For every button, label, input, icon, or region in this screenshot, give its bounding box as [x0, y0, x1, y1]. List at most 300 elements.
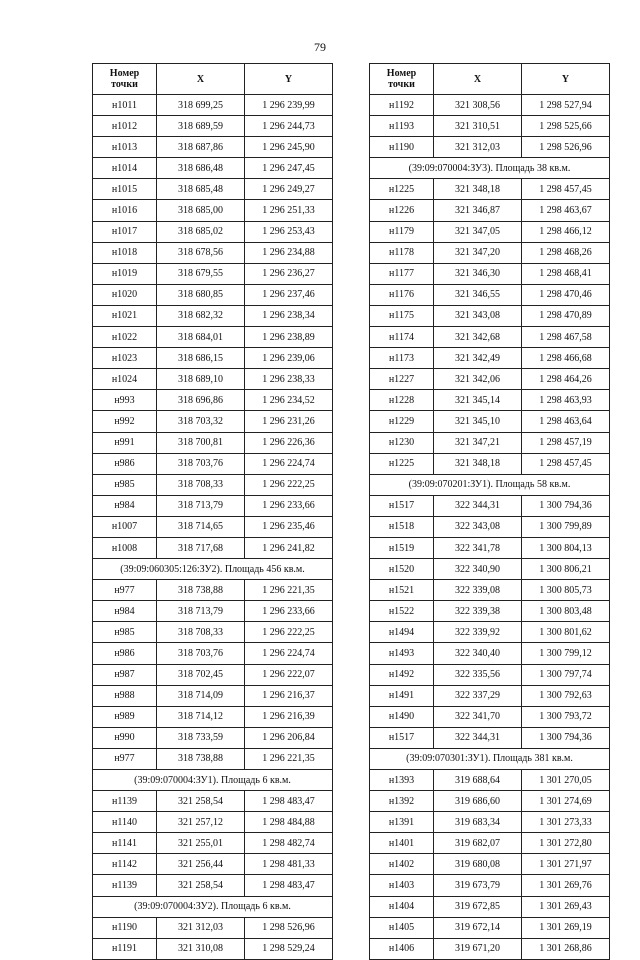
- y-coordinate-cell: 1 301 274,69: [522, 791, 610, 812]
- point-number-cell: н977: [93, 580, 157, 601]
- x-coordinate-cell: 321 258,54: [157, 875, 245, 896]
- point-number-cell: н986: [93, 453, 157, 474]
- table-row: [370, 327, 610, 348]
- table-row: [370, 727, 610, 748]
- x-coordinate-cell: 322 337,29: [434, 685, 522, 706]
- point-number-cell: н1023: [93, 348, 157, 369]
- x-coordinate-cell: 319 673,79: [434, 875, 522, 896]
- x-coordinate-cell: 318 733,59: [157, 727, 245, 748]
- point-number-cell: н1228: [370, 390, 434, 411]
- table-row: [93, 812, 333, 833]
- y-coordinate-cell: 1 296 244,73: [245, 116, 333, 137]
- y-coordinate-cell: 1 296 249,27: [245, 179, 333, 200]
- x-coordinate-cell: 321 255,01: [157, 833, 245, 854]
- point-number-cell: н993: [93, 390, 157, 411]
- y-coordinate-cell: 1 296 226,36: [245, 432, 333, 453]
- y-coordinate-cell: 1 296 234,88: [245, 242, 333, 263]
- x-coordinate-cell: 318 713,79: [157, 495, 245, 516]
- table-row: [370, 200, 610, 221]
- table-row: [93, 580, 333, 601]
- page-number: 79: [314, 40, 326, 54]
- x-coordinate-cell: 319 682,07: [434, 833, 522, 854]
- table-row: [370, 369, 610, 390]
- x-coordinate-cell: 321 258,54: [157, 791, 245, 812]
- x-coordinate-cell: 321 347,05: [434, 221, 522, 242]
- table-row: [370, 495, 610, 516]
- table-row: [370, 263, 610, 284]
- point-number-cell: н1190: [93, 917, 157, 938]
- point-number-cell: н1019: [93, 263, 157, 284]
- x-coordinate-cell: 321 257,12: [157, 812, 245, 833]
- y-coordinate-cell: 1 298 466,12: [522, 221, 610, 242]
- point-number-cell: н985: [93, 622, 157, 643]
- table-row: [370, 95, 610, 116]
- point-number-cell: н1225: [370, 453, 434, 474]
- table-row: [93, 305, 333, 326]
- x-coordinate-cell: 319 688,64: [434, 770, 522, 791]
- y-coordinate-cell: 1 296 222,25: [245, 622, 333, 643]
- section-row: [93, 896, 333, 917]
- table-body-left: [93, 95, 333, 960]
- y-coordinate-cell: 1 298 463,64: [522, 411, 610, 432]
- y-coordinate-cell: 1 296 233,66: [245, 601, 333, 622]
- table-row: [93, 411, 333, 432]
- y-coordinate-cell: 1 296 238,33: [245, 369, 333, 390]
- x-coordinate-cell: 319 686,60: [434, 791, 522, 812]
- y-coordinate-cell: 1 298 470,89: [522, 305, 610, 326]
- point-number-cell: н1492: [370, 664, 434, 685]
- y-coordinate-cell: 1 296 216,37: [245, 685, 333, 706]
- point-number-cell: н1176: [370, 284, 434, 305]
- table-row: [370, 791, 610, 812]
- point-number-cell: н1406: [370, 938, 434, 959]
- table-row: [370, 537, 610, 558]
- table-row: [370, 643, 610, 664]
- table-row: [370, 601, 610, 622]
- table-row: [93, 242, 333, 263]
- table-row: [93, 685, 333, 706]
- x-coordinate-cell: 322 340,90: [434, 559, 522, 580]
- section-row: [93, 770, 333, 791]
- point-number-cell: н1522: [370, 601, 434, 622]
- x-coordinate-cell: 321 346,55: [434, 284, 522, 305]
- y-coordinate-cell: 1 300 793,72: [522, 706, 610, 727]
- table-row: [93, 95, 333, 116]
- point-number-cell: н1193: [370, 116, 434, 137]
- x-coordinate-cell: 321 312,03: [157, 917, 245, 938]
- table-row: [370, 432, 610, 453]
- header-point-number: [93, 64, 157, 95]
- point-number-cell: н1008: [93, 537, 157, 558]
- x-coordinate-cell: 318 717,68: [157, 537, 245, 558]
- section-title: (39:09:070301:ЗУ1). Площадь 381 кв.м.: [370, 748, 610, 769]
- y-coordinate-cell: 1 296 234,52: [245, 390, 333, 411]
- table-row: [93, 432, 333, 453]
- point-number-cell: н1017: [93, 221, 157, 242]
- table-row: [370, 917, 610, 938]
- table-row: [93, 622, 333, 643]
- table-row: [370, 348, 610, 369]
- x-coordinate-cell: 318 714,65: [157, 516, 245, 537]
- table-row: [370, 116, 610, 137]
- y-coordinate-cell: 1 296 236,27: [245, 263, 333, 284]
- y-coordinate-cell: 1 300 799,12: [522, 643, 610, 664]
- point-number-cell: н1402: [370, 854, 434, 875]
- x-coordinate-cell: 318 703,32: [157, 411, 245, 432]
- y-coordinate-cell: 1 300 804,13: [522, 537, 610, 558]
- header-x: X: [157, 64, 245, 95]
- table-row: [370, 664, 610, 685]
- y-coordinate-cell: 1 300 801,62: [522, 622, 610, 643]
- point-number-cell: н986: [93, 643, 157, 664]
- y-coordinate-cell: 1 298 529,24: [245, 938, 333, 959]
- point-number-cell: н1225: [370, 179, 434, 200]
- x-coordinate-cell: 322 343,08: [434, 516, 522, 537]
- x-coordinate-cell: 318 679,55: [157, 263, 245, 284]
- x-coordinate-cell: 318 708,33: [157, 622, 245, 643]
- y-coordinate-cell: 1 300 805,73: [522, 580, 610, 601]
- y-coordinate-cell: 1 296 251,33: [245, 200, 333, 221]
- x-coordinate-cell: 322 339,08: [434, 580, 522, 601]
- section-row: [370, 158, 610, 179]
- x-coordinate-cell: 322 340,40: [434, 643, 522, 664]
- x-coordinate-cell: 321 310,51: [434, 116, 522, 137]
- y-coordinate-cell: 1 300 794,36: [522, 495, 610, 516]
- y-coordinate-cell: 1 298 482,74: [245, 833, 333, 854]
- y-coordinate-cell: 1 301 271,97: [522, 854, 610, 875]
- point-number-cell: н1139: [93, 875, 157, 896]
- y-coordinate-cell: 1 298 483,47: [245, 791, 333, 812]
- table-row: [93, 875, 333, 896]
- point-number-cell: н1403: [370, 875, 434, 896]
- y-coordinate-cell: 1 296 222,25: [245, 474, 333, 495]
- table-row: [93, 601, 333, 622]
- table-header-row: [370, 64, 610, 95]
- header-point-line1: Номер: [109, 68, 140, 79]
- x-coordinate-cell: 321 348,18: [434, 453, 522, 474]
- table-row: [370, 411, 610, 432]
- point-number-cell: н1142: [93, 854, 157, 875]
- x-coordinate-cell: 322 335,56: [434, 664, 522, 685]
- y-coordinate-cell: 1 301 273,33: [522, 812, 610, 833]
- table-row: [93, 200, 333, 221]
- y-coordinate-cell: 1 298 468,41: [522, 263, 610, 284]
- x-coordinate-cell: 318 703,76: [157, 643, 245, 664]
- point-number-cell: н1141: [93, 833, 157, 854]
- y-coordinate-cell: 1 296 238,34: [245, 305, 333, 326]
- table-row: [93, 791, 333, 812]
- point-number-cell: н1393: [370, 770, 434, 791]
- header-y: Y: [522, 64, 610, 95]
- table-row: [370, 453, 610, 474]
- point-number-cell: н1227: [370, 369, 434, 390]
- point-number-cell: н988: [93, 685, 157, 706]
- x-coordinate-cell: 321 345,14: [434, 390, 522, 411]
- x-coordinate-cell: 318 713,79: [157, 601, 245, 622]
- x-coordinate-cell: 321 347,21: [434, 432, 522, 453]
- table-row: [93, 727, 333, 748]
- y-coordinate-cell: 1 300 792,63: [522, 685, 610, 706]
- point-number-cell: н1229: [370, 411, 434, 432]
- point-number-cell: н1140: [93, 812, 157, 833]
- y-coordinate-cell: 1 298 457,19: [522, 432, 610, 453]
- y-coordinate-cell: 1 298 526,96: [522, 137, 610, 158]
- table-row: [370, 305, 610, 326]
- y-coordinate-cell: 1 298 470,46: [522, 284, 610, 305]
- y-coordinate-cell: 1 296 206,84: [245, 727, 333, 748]
- header-y: Y: [245, 64, 333, 95]
- section-title: (39:09:070201:ЗУ1). Площадь 58 кв.м.: [370, 474, 610, 495]
- x-coordinate-cell: 319 671,20: [434, 938, 522, 959]
- table-row: [93, 369, 333, 390]
- table-row: [93, 116, 333, 137]
- x-coordinate-cell: 319 672,14: [434, 917, 522, 938]
- table-row: [370, 580, 610, 601]
- point-number-cell: н1493: [370, 643, 434, 664]
- y-coordinate-cell: 1 298 457,45: [522, 453, 610, 474]
- x-coordinate-cell: 318 682,32: [157, 305, 245, 326]
- x-coordinate-cell: 318 696,86: [157, 390, 245, 411]
- point-number-cell: н1024: [93, 369, 157, 390]
- x-coordinate-cell: 318 689,59: [157, 116, 245, 137]
- y-coordinate-cell: 1 298 464,26: [522, 369, 610, 390]
- point-number-cell: н1519: [370, 537, 434, 558]
- x-coordinate-cell: 318 738,88: [157, 580, 245, 601]
- point-number-cell: н1517: [370, 495, 434, 516]
- point-number-cell: н1177: [370, 263, 434, 284]
- x-coordinate-cell: 318 686,15: [157, 348, 245, 369]
- x-coordinate-cell: 318 685,02: [157, 221, 245, 242]
- x-coordinate-cell: 321 342,49: [434, 348, 522, 369]
- x-coordinate-cell: 318 678,56: [157, 242, 245, 263]
- table-row: [93, 833, 333, 854]
- point-number-cell: н1007: [93, 516, 157, 537]
- x-coordinate-cell: 318 686,48: [157, 158, 245, 179]
- coordinates-table-right: [369, 63, 610, 960]
- y-coordinate-cell: 1 296 221,35: [245, 748, 333, 769]
- point-number-cell: н1520: [370, 559, 434, 580]
- point-number-cell: н1404: [370, 896, 434, 917]
- x-coordinate-cell: 318 703,76: [157, 453, 245, 474]
- table-row: [93, 221, 333, 242]
- y-coordinate-cell: 1 301 270,05: [522, 770, 610, 791]
- x-coordinate-cell: 322 341,78: [434, 537, 522, 558]
- table-row: [93, 474, 333, 495]
- x-coordinate-cell: 318 689,10: [157, 369, 245, 390]
- point-number-cell: н1013: [93, 137, 157, 158]
- table-row: [93, 284, 333, 305]
- y-coordinate-cell: 1 296 231,26: [245, 411, 333, 432]
- x-coordinate-cell: 318 699,25: [157, 95, 245, 116]
- point-number-cell: н1517: [370, 727, 434, 748]
- point-number-cell: н987: [93, 664, 157, 685]
- table-row: [370, 284, 610, 305]
- x-coordinate-cell: 318 687,86: [157, 137, 245, 158]
- point-number-cell: н1174: [370, 327, 434, 348]
- table-row: [370, 179, 610, 200]
- table-row: [93, 854, 333, 875]
- header-point-line2: точки: [111, 79, 138, 90]
- point-number-cell: н1139: [93, 791, 157, 812]
- x-coordinate-cell: 319 680,08: [434, 854, 522, 875]
- y-coordinate-cell: 1 301 269,43: [522, 896, 610, 917]
- x-coordinate-cell: 319 683,34: [434, 812, 522, 833]
- header-point-line1: Номер: [386, 68, 417, 79]
- table-row: [93, 664, 333, 685]
- y-coordinate-cell: 1 298 467,58: [522, 327, 610, 348]
- y-coordinate-cell: 1 298 481,33: [245, 854, 333, 875]
- table-row: [93, 938, 333, 959]
- header-x: X: [434, 64, 522, 95]
- y-coordinate-cell: 1 296 241,82: [245, 537, 333, 558]
- x-coordinate-cell: 318 708,33: [157, 474, 245, 495]
- point-number-cell: н1021: [93, 305, 157, 326]
- section-title: (39:09:070004:ЗУ1). Площадь 6 кв.м.: [93, 770, 333, 791]
- table-row: [93, 516, 333, 537]
- y-coordinate-cell: 1 301 269,19: [522, 917, 610, 938]
- table-row: [370, 938, 610, 959]
- point-number-cell: н1494: [370, 622, 434, 643]
- point-number-cell: н1192: [370, 95, 434, 116]
- y-coordinate-cell: 1 296 238,89: [245, 327, 333, 348]
- point-number-cell: н977: [93, 748, 157, 769]
- point-number-cell: н1015: [93, 179, 157, 200]
- table-row: [370, 516, 610, 537]
- section-row: [370, 748, 610, 769]
- y-coordinate-cell: 1 300 797,74: [522, 664, 610, 685]
- y-coordinate-cell: 1 296 224,74: [245, 643, 333, 664]
- point-number-cell: н1521: [370, 580, 434, 601]
- header-point-number: [370, 64, 434, 95]
- point-number-cell: н984: [93, 601, 157, 622]
- table-row: [370, 685, 610, 706]
- table-row: [370, 770, 610, 791]
- x-coordinate-cell: 321 345,10: [434, 411, 522, 432]
- table-row: [370, 854, 610, 875]
- x-coordinate-cell: 318 714,09: [157, 685, 245, 706]
- x-coordinate-cell: 321 312,03: [434, 137, 522, 158]
- y-coordinate-cell: 1 296 224,74: [245, 453, 333, 474]
- x-coordinate-cell: 318 684,01: [157, 327, 245, 348]
- y-coordinate-cell: 1 301 269,76: [522, 875, 610, 896]
- point-number-cell: н1016: [93, 200, 157, 221]
- point-number-cell: н985: [93, 474, 157, 495]
- section-title: (39:09:070004:ЗУ2). Площадь 6 кв.м.: [93, 896, 333, 917]
- point-number-cell: н991: [93, 432, 157, 453]
- table-row: [370, 706, 610, 727]
- y-coordinate-cell: 1 298 463,93: [522, 390, 610, 411]
- table-body-right: [370, 95, 610, 960]
- y-coordinate-cell: 1 300 806,21: [522, 559, 610, 580]
- y-coordinate-cell: 1 301 272,80: [522, 833, 610, 854]
- y-coordinate-cell: 1 298 466,68: [522, 348, 610, 369]
- y-coordinate-cell: 1 296 239,06: [245, 348, 333, 369]
- table-row: [370, 242, 610, 263]
- point-number-cell: н1392: [370, 791, 434, 812]
- x-coordinate-cell: 321 310,08: [157, 938, 245, 959]
- point-number-cell: н1401: [370, 833, 434, 854]
- x-coordinate-cell: 321 342,68: [434, 327, 522, 348]
- x-coordinate-cell: 318 714,12: [157, 706, 245, 727]
- table-row: [370, 221, 610, 242]
- x-coordinate-cell: 321 348,18: [434, 179, 522, 200]
- point-number-cell: н1226: [370, 200, 434, 221]
- point-number-cell: н990: [93, 727, 157, 748]
- point-number-cell: н1490: [370, 706, 434, 727]
- point-number-cell: н989: [93, 706, 157, 727]
- y-coordinate-cell: 1 298 527,94: [522, 95, 610, 116]
- y-coordinate-cell: 1 298 463,67: [522, 200, 610, 221]
- x-coordinate-cell: 322 339,38: [434, 601, 522, 622]
- x-coordinate-cell: 321 346,30: [434, 263, 522, 284]
- x-coordinate-cell: 318 680,85: [157, 284, 245, 305]
- y-coordinate-cell: 1 296 216,39: [245, 706, 333, 727]
- section-row: [370, 474, 610, 495]
- point-number-cell: н1018: [93, 242, 157, 263]
- point-number-cell: н1011: [93, 95, 157, 116]
- y-coordinate-cell: 1 296 235,46: [245, 516, 333, 537]
- table-header-row: [93, 64, 333, 95]
- point-number-cell: н1020: [93, 284, 157, 305]
- x-coordinate-cell: 322 341,70: [434, 706, 522, 727]
- y-coordinate-cell: 1 298 457,45: [522, 179, 610, 200]
- table-row: [93, 327, 333, 348]
- table-row: [93, 537, 333, 558]
- table-row: [370, 137, 610, 158]
- y-coordinate-cell: 1 296 253,43: [245, 221, 333, 242]
- y-coordinate-cell: 1 296 221,35: [245, 580, 333, 601]
- point-number-cell: н1014: [93, 158, 157, 179]
- y-coordinate-cell: 1 298 525,66: [522, 116, 610, 137]
- section-title: (39:09:060305:126:ЗУ2). Площадь 456 кв.м.: [93, 559, 333, 580]
- coordinates-table-left: [92, 63, 333, 960]
- header-point-line2: точки: [388, 79, 415, 90]
- x-coordinate-cell: 321 343,08: [434, 305, 522, 326]
- x-coordinate-cell: 321 346,87: [434, 200, 522, 221]
- table-row: [93, 179, 333, 200]
- x-coordinate-cell: 318 700,81: [157, 432, 245, 453]
- x-coordinate-cell: 321 256,44: [157, 854, 245, 875]
- table-row: [93, 453, 333, 474]
- x-coordinate-cell: 322 344,31: [434, 727, 522, 748]
- table-row: [93, 748, 333, 769]
- table-row: [93, 348, 333, 369]
- point-number-cell: н1230: [370, 432, 434, 453]
- table-row: [93, 390, 333, 411]
- y-coordinate-cell: 1 296 237,46: [245, 284, 333, 305]
- table-row: [370, 812, 610, 833]
- section-row: [93, 559, 333, 580]
- x-coordinate-cell: 322 344,31: [434, 495, 522, 516]
- table-row: [93, 263, 333, 284]
- point-number-cell: н1022: [93, 327, 157, 348]
- x-coordinate-cell: 321 308,56: [434, 95, 522, 116]
- y-coordinate-cell: 1 296 245,90: [245, 137, 333, 158]
- point-number-cell: н1190: [370, 137, 434, 158]
- x-coordinate-cell: 318 685,48: [157, 179, 245, 200]
- y-coordinate-cell: 1 296 233,66: [245, 495, 333, 516]
- x-coordinate-cell: 319 672,85: [434, 896, 522, 917]
- point-number-cell: н1175: [370, 305, 434, 326]
- table-row: [370, 622, 610, 643]
- y-coordinate-cell: 1 296 239,99: [245, 95, 333, 116]
- point-number-cell: н1012: [93, 116, 157, 137]
- point-number-cell: н1518: [370, 516, 434, 537]
- table-row: [370, 390, 610, 411]
- y-coordinate-cell: 1 301 268,86: [522, 938, 610, 959]
- table-row: [93, 643, 333, 664]
- table-row: [370, 833, 610, 854]
